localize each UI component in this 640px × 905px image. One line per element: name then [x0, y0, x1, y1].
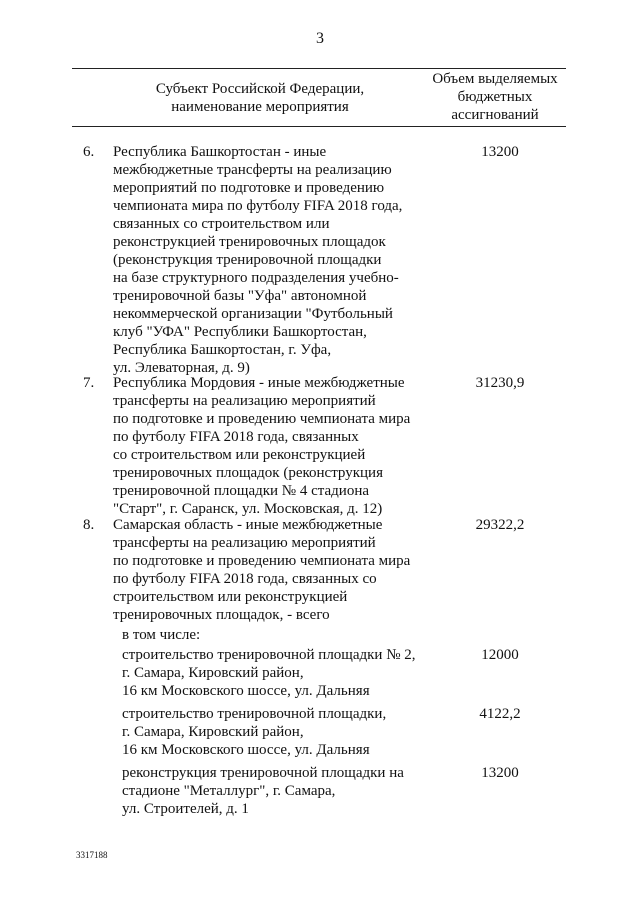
item-number: 7. — [83, 375, 95, 391]
description-line: по футболу FIFA 2018 года, связанных со — [113, 571, 377, 587]
description-line: ул. Элеваторная, д. 9) — [113, 360, 250, 376]
subitem-description — [122, 764, 432, 818]
header-column-amount-line: бюджетных — [457, 89, 533, 105]
subitem-amount: 12000 — [481, 647, 519, 663]
description-line: по подготовке и проведению чемпионата мира — [113, 411, 411, 427]
item-number: 8. — [83, 517, 95, 533]
description-line: Республика Башкортостан - иные — [113, 144, 327, 160]
description-line: ул. Строителей, д. 1 — [122, 801, 249, 817]
description-line: мероприятий по подготовке и проведению — [113, 180, 385, 196]
description-line: по подготовке и проведению чемпионата мира — [113, 553, 411, 569]
item-amount: 29322,2 — [475, 517, 525, 533]
page-number: 3 — [316, 30, 324, 47]
item-description — [113, 516, 423, 624]
description-line: Самарская область - иные межбюджетные — [113, 517, 383, 533]
table-top-rule — [72, 68, 566, 69]
description-line: тренировочной площадки № 4 стадиона — [113, 483, 370, 499]
item-description — [113, 143, 423, 377]
item-description — [113, 374, 423, 518]
subitem-amount: 4122,2 — [479, 706, 521, 722]
description-line: строительство тренировочной площадки № 2, — [122, 647, 416, 663]
description-line: некоммерческой организации "Футбольный — [113, 306, 393, 322]
description-line: на базе структурного подразделения учебно- — [113, 270, 399, 286]
header-column-amount-line: Объем выделяемых — [432, 71, 558, 87]
description-line: связанных со строительством или — [113, 216, 330, 232]
description-line: строительство тренировочной площадки, — [122, 706, 387, 722]
description-line: клуб "УФА" Республики Башкортостан, — [113, 324, 367, 340]
subitem-description — [122, 705, 432, 759]
description-line: по футболу FIFA 2018 года, связанных — [113, 429, 359, 445]
header-column-amount — [420, 70, 570, 124]
item-number: 6. — [83, 144, 95, 160]
description-line: реконструкцией тренировочных площадок — [113, 234, 386, 250]
description-line: "Старт", г. Саранск, ул. Московская, д. 12) — [113, 501, 383, 517]
description-line: 16 км Московского шоссе, ул. Дальняя — [122, 683, 370, 699]
description-line: чемпионата мира по футболу FIFA 2018 года, — [113, 198, 403, 214]
item-amount: 31230,9 — [475, 375, 525, 391]
description-line: г. Самара, Кировский район, — [122, 665, 304, 681]
description-line: со строительством или реконструкцией — [113, 447, 366, 463]
including-label: в том числе: — [122, 627, 201, 643]
item-amount: 13200 — [481, 144, 519, 160]
header-column-subject-line: Субъект Российской Федерации, — [155, 81, 365, 97]
document-code: 3317188 — [76, 850, 108, 860]
description-line: межбюджетные трансферты на реализацию — [113, 162, 392, 178]
description-line: тренировочных площадок (реконструкция — [113, 465, 383, 481]
description-line: стадионе "Металлург", г. Самара, — [122, 783, 336, 799]
subitem-description — [122, 646, 432, 700]
description-line: Республика Башкортостан, г. Уфа, — [113, 342, 332, 358]
description-line: трансферты на реализацию мероприятий — [113, 393, 376, 409]
description-line: строительством или реконструкцией — [113, 589, 348, 605]
description-line: тренировочной базы "Уфа" автономной — [113, 288, 367, 304]
header-column-amount-line: ассигнований — [451, 107, 539, 123]
table-header-rule — [72, 126, 566, 127]
description-line: (реконструкция тренировочной площадки — [113, 252, 382, 268]
description-line: 16 км Московского шоссе, ул. Дальняя — [122, 742, 370, 758]
description-line: г. Самара, Кировский район, — [122, 724, 304, 740]
header-column-subject-line: наименование мероприятия — [171, 99, 349, 115]
header-column-subject — [110, 80, 410, 116]
description-line: трансферты на реализацию мероприятий — [113, 535, 376, 551]
subitem-amount: 13200 — [481, 765, 519, 781]
description-line: тренировочных площадок, - всего — [113, 607, 330, 623]
description-line: реконструкция тренировочной площадки на — [122, 765, 404, 781]
description-line: Республика Мордовия - иные межбюджетные — [113, 375, 405, 391]
